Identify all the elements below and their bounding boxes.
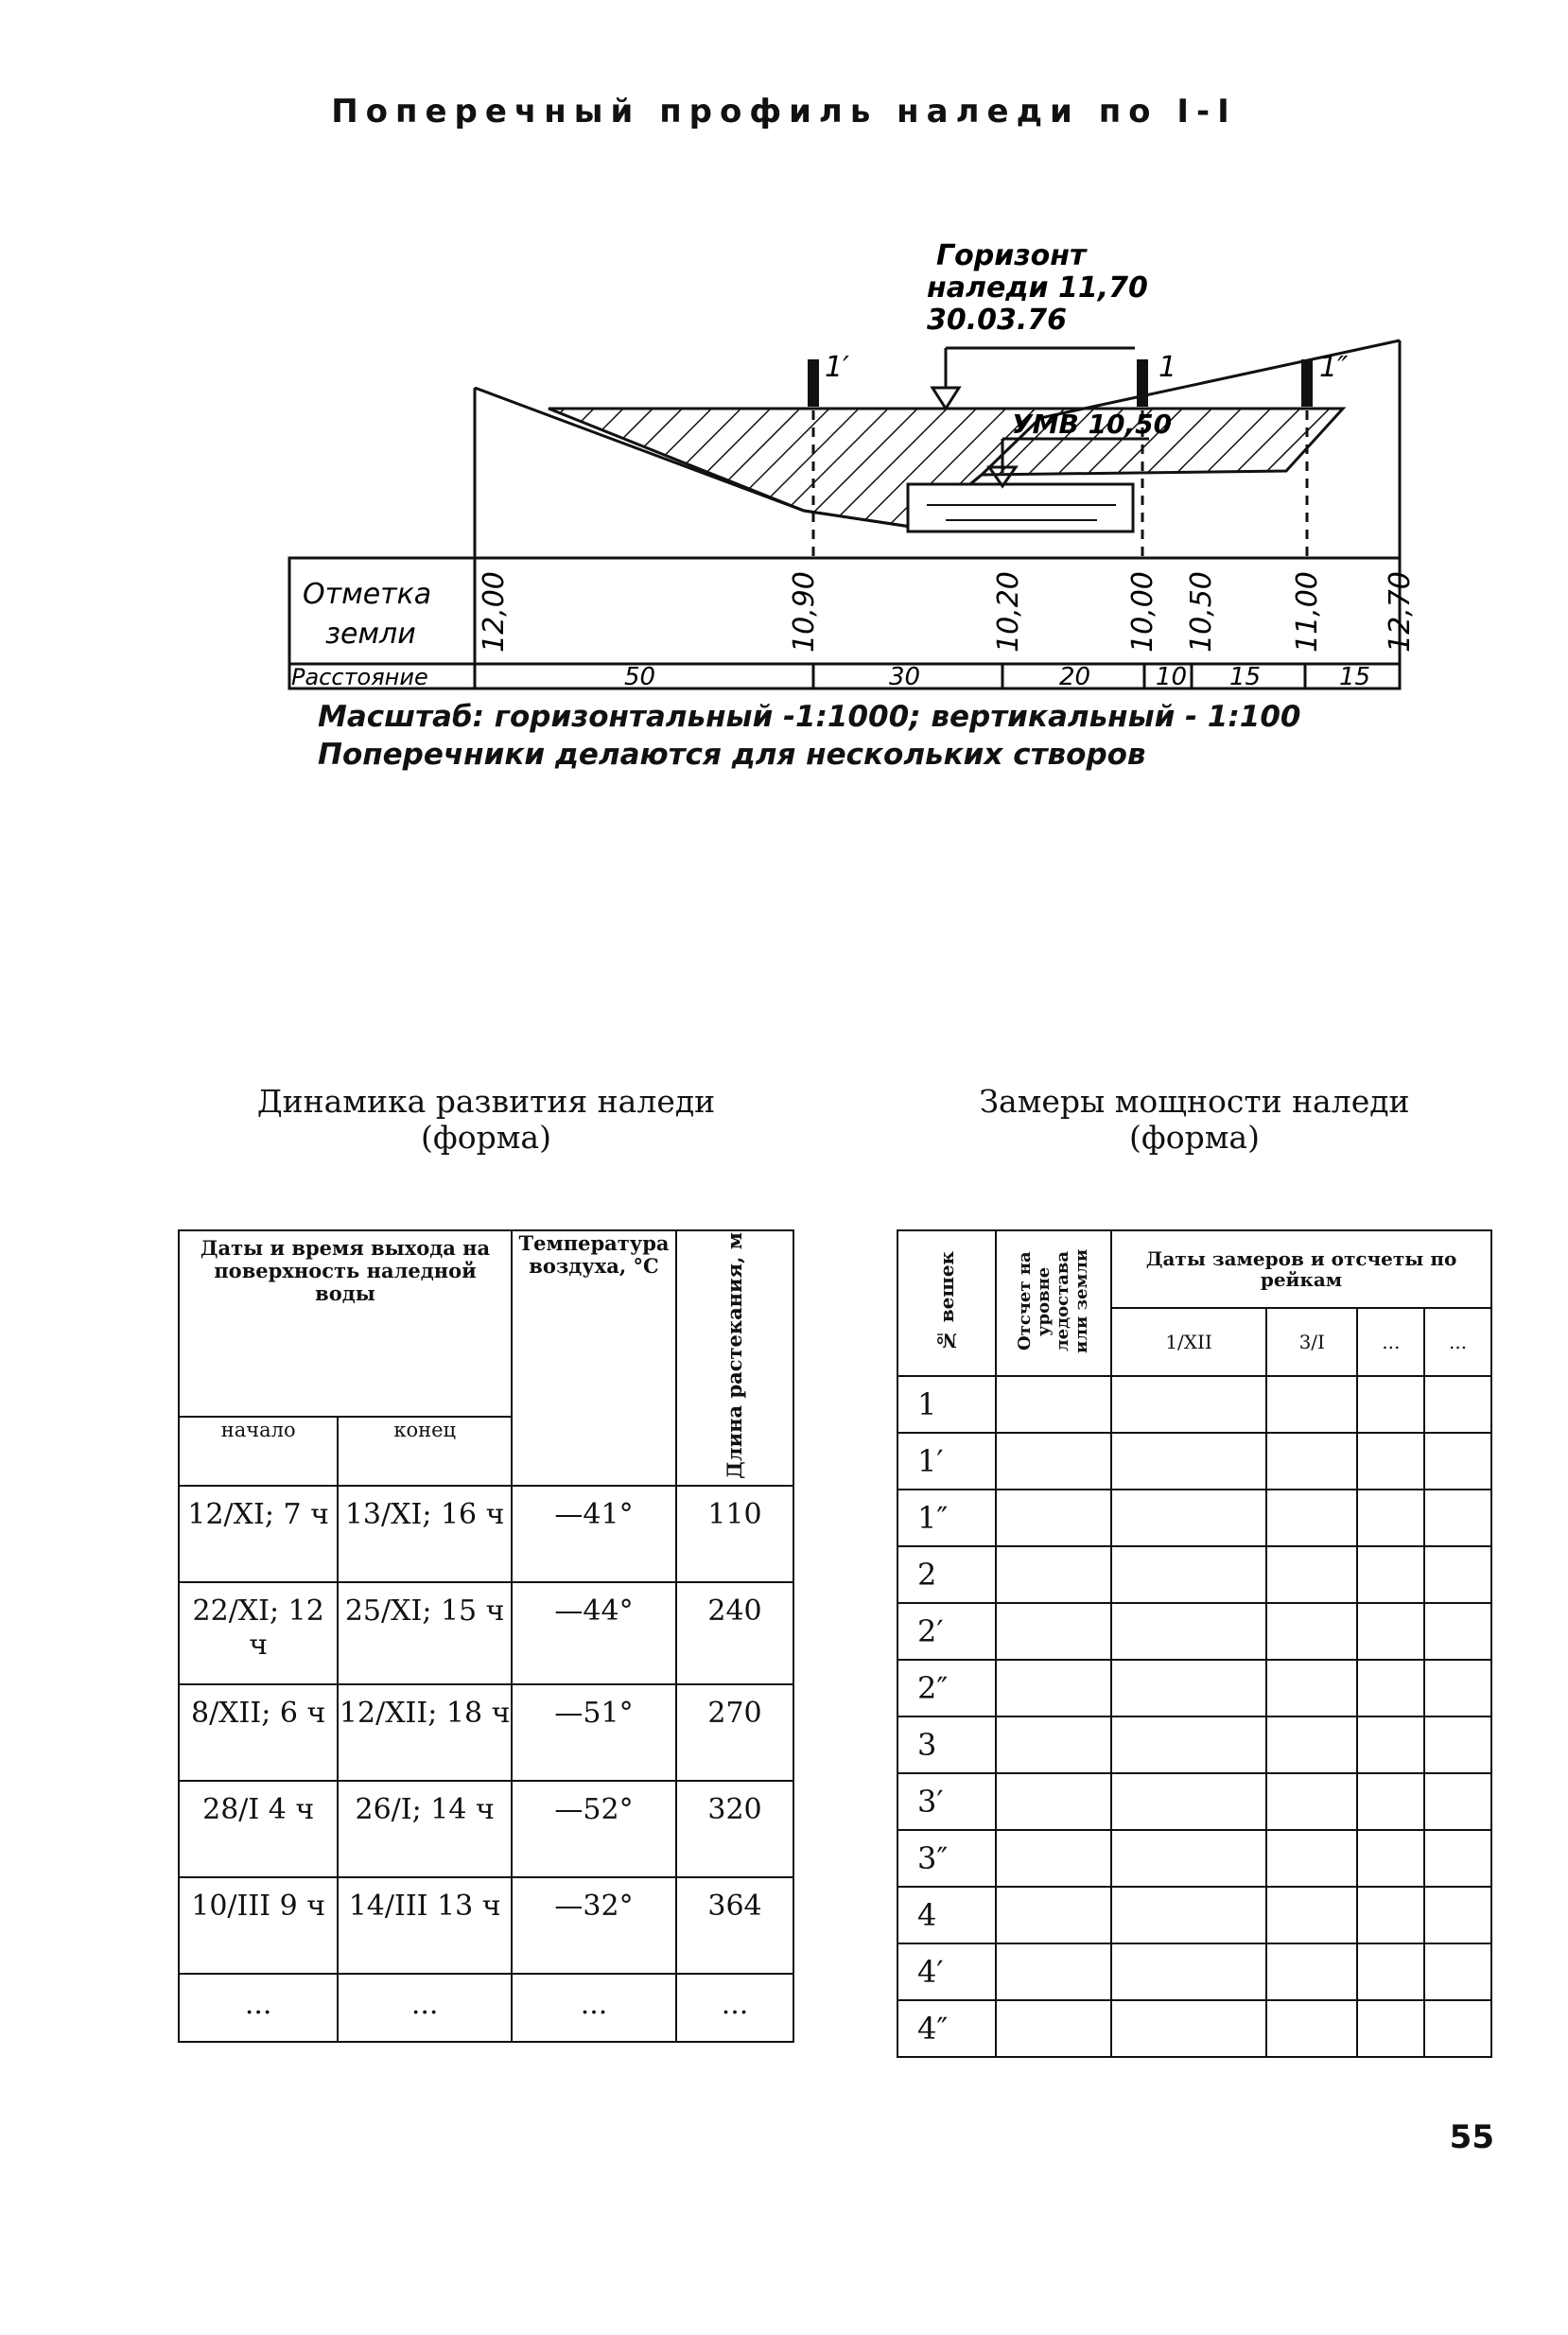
dist-1: 30 xyxy=(889,663,921,691)
page-number: 55 xyxy=(1449,2118,1494,2156)
meas-header-dates: Даты замеров и отсчеты по рейкам xyxy=(1111,1230,1491,1308)
note-caption: Поперечники делаются для нескольких створов xyxy=(318,738,1146,772)
measurements-table xyxy=(897,1229,1492,2058)
dyn-header-temp: Температура воздуха, °С xyxy=(512,1230,676,1486)
table-row: 1′ xyxy=(897,1433,1491,1490)
table-row: 2 xyxy=(897,1546,1491,1603)
table-row: 8/XII; 6 ч 12/XII; 18 ч —51° 270 xyxy=(179,1684,793,1781)
table-row: 2′ xyxy=(897,1603,1491,1660)
horizon-label-3: 30.03.76 xyxy=(927,304,1068,337)
elev-3: 10,00 xyxy=(1126,571,1159,653)
dynamics-subtitle: (форма) xyxy=(421,1119,551,1156)
elev-2: 10,20 xyxy=(992,571,1025,653)
elev-0: 12,00 xyxy=(478,571,511,653)
table-row: 1″ xyxy=(897,1490,1491,1546)
row-label-ground-1: Отметка xyxy=(303,578,432,611)
table-row: 12/XI; 7 ч 13/XI; 16 ч —41° 110 xyxy=(179,1486,793,1582)
dist-5: 15 xyxy=(1339,663,1371,691)
table-row: 4 xyxy=(897,1887,1491,1943)
dist-4: 15 xyxy=(1229,663,1262,691)
dyn-header-end: конец xyxy=(338,1417,512,1486)
table-row: 4′ xyxy=(897,1943,1491,2000)
water-area xyxy=(908,484,1133,531)
dist-0: 50 xyxy=(624,663,656,691)
elev-5: 11,00 xyxy=(1291,571,1324,653)
elev-4: 10,50 xyxy=(1185,571,1218,653)
table-row: 3″ xyxy=(897,1830,1491,1887)
row-label-ground-2: земли xyxy=(325,618,416,651)
umv-label: УМВ 10,50 xyxy=(1012,409,1173,440)
dyn-header-start: начало xyxy=(179,1417,338,1486)
dyn-header-dates: Даты и время выхода на поверхность наледной воды xyxy=(179,1230,512,1417)
measurements-title: Замеры мощности наледи xyxy=(979,1083,1410,1120)
dist-3: 10 xyxy=(1156,663,1188,691)
meas-header-stake: № вешек xyxy=(897,1230,996,1376)
stake-label-1double: 1″ xyxy=(1319,351,1349,384)
table-row: 3′ xyxy=(897,1773,1491,1830)
table-row: 2″ xyxy=(897,1660,1491,1716)
meas-date-col: 1/XII xyxy=(1111,1308,1266,1376)
table-row: 22/XI; 12 ч 25/XI; 15 ч —44° 240 xyxy=(179,1582,793,1684)
stake-label-1: 1 xyxy=(1159,351,1177,384)
meas-date-col: ... xyxy=(1357,1308,1424,1376)
table-row: 28/I 4 ч 26/I; 14 ч —52° 320 xyxy=(179,1781,793,1877)
horizon-label-1: Горизонт xyxy=(936,239,1087,272)
meas-header-reading: Отсчет на уровне ледостава или земли xyxy=(996,1230,1111,1376)
table-row: ... ... ... ... xyxy=(179,1974,793,2042)
meas-date-col: 3/I xyxy=(1266,1308,1357,1376)
dynamics-table xyxy=(178,1229,794,2043)
meas-date-col: ... xyxy=(1424,1308,1491,1376)
dyn-header-length: Длина растекания, м xyxy=(676,1230,793,1486)
measurements-subtitle: (форма) xyxy=(1129,1119,1260,1156)
table-row: 3 xyxy=(897,1716,1491,1773)
dynamics-title: Динамика развития наледи xyxy=(256,1083,716,1120)
dist-2: 20 xyxy=(1059,663,1091,691)
table-row: 1 xyxy=(897,1376,1491,1433)
page-title: Поперечный профиль наледи по I-I xyxy=(331,93,1237,131)
horizon-label-2: наледи 11,70 xyxy=(927,271,1148,305)
row-label-distance: Расстояние xyxy=(291,664,428,690)
stake-label-1prime: 1′ xyxy=(825,351,849,384)
table-row: 4″ xyxy=(897,2000,1491,2057)
stake-1double xyxy=(1301,359,1313,558)
table-row: 10/III 9 ч 14/III 13 ч —32° 364 xyxy=(179,1877,793,1974)
elev-6: 12,70 xyxy=(1384,571,1417,653)
elev-1: 10,90 xyxy=(788,571,821,653)
scale-caption: Масштаб: горизонтальный -1:1000; вертикальный - 1:100 xyxy=(318,700,1301,734)
